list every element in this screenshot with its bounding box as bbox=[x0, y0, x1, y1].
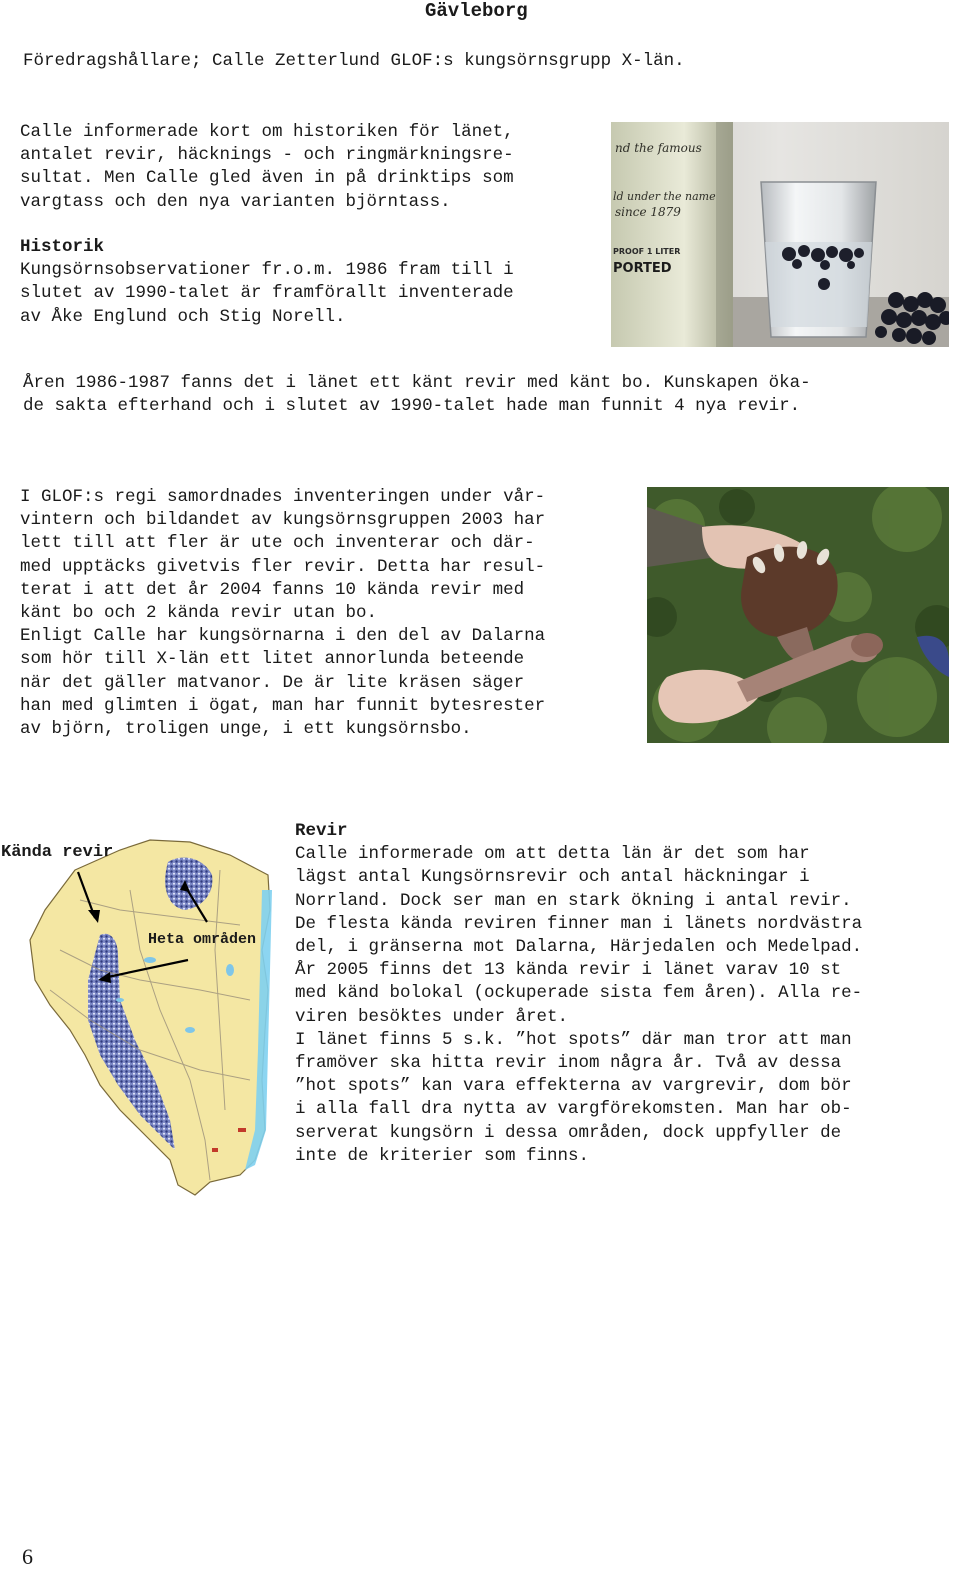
revir-line: ”hot spots” kan vara effekterna av vargrevir, dom bör bbox=[295, 1076, 852, 1097]
revir-line: viren besöktes under året. bbox=[295, 1006, 569, 1027]
intro-line: sultat. Men Calle gled även in på drinktips som bbox=[20, 168, 514, 189]
intro-line: vargtass och den nya varianten björntass. bbox=[20, 191, 451, 212]
intro-paragraph bbox=[20, 121, 514, 214]
revir-line: i alla fall dra nytta av vargförekomsten. Man har ob- bbox=[295, 1099, 852, 1120]
revir-line: År 2005 finns det 13 kända revir i länet varav 10 st bbox=[295, 960, 842, 981]
years-line: Åren 1986-1987 fanns det i länet ett känt revir med känt bo. Kunskapen öka- bbox=[23, 373, 811, 393]
revir-line: serverat kungsörn i dessa områden, dock uppfyller de bbox=[295, 1122, 842, 1143]
glof-line: med upptäcks givetvis fler revir. Detta har resul- bbox=[20, 556, 546, 577]
page-number: 6 bbox=[22, 1544, 33, 1569]
historik-line: av Åke Englund och Stig Norell. bbox=[20, 306, 346, 327]
intro-line: antalet revir, häcknings - och ringmärkningsre- bbox=[20, 145, 514, 166]
bottle-text: PROOF 1 LITER bbox=[613, 247, 681, 256]
historik-heading: Historik bbox=[20, 237, 105, 257]
bear-paw-photo bbox=[647, 487, 949, 743]
glof-line: terat i att det år 2004 fanns 10 kända revir med bbox=[20, 579, 525, 600]
bottle-text: since 1879 bbox=[615, 205, 681, 219]
glof-line: vintern och bildandet av kungsörnsgruppen 2003 har bbox=[20, 510, 546, 531]
glof-line: han med glimten i ögat, man har funnit bytesrester bbox=[20, 695, 546, 716]
glof-line: känt bo och 2 kända revir utan bo. bbox=[20, 603, 378, 624]
historik-line: slutet av 1990-talet är framförallt inventerade bbox=[20, 283, 514, 304]
map-label-hot: Heta områden bbox=[148, 931, 257, 948]
revir-line: del, i gränserna mot Dalarna, Härjedalen och Medelpad. bbox=[295, 937, 863, 958]
historik-line: Kungsörnsobservationer fr.o.m. 1986 fram till i bbox=[20, 260, 514, 281]
glof-line: av björn, troligen unge, i ett kungsörnsbo. bbox=[20, 719, 472, 740]
bottle-text: nd the famous bbox=[615, 141, 702, 155]
revir-line: Norrland. Dock ser man en stark ökning i antal revir. bbox=[295, 890, 852, 911]
revir-line: inte de kriterier som finns. bbox=[295, 1145, 590, 1166]
bottle-text: PORTED bbox=[613, 261, 672, 276]
drink-photo-illustration bbox=[611, 122, 949, 347]
glof-line: I GLOF:s regi samordnades inventeringen under vår- bbox=[20, 487, 546, 507]
speaker-line: Föredragshållare; Calle Zetterlund GLOF:s kungsörnsgrupp X-län. bbox=[23, 51, 685, 71]
years-paragraph bbox=[23, 372, 811, 418]
revir-line: framöver ska hitta revir inom några år. Två av dessa bbox=[295, 1053, 842, 1074]
revir-line: Calle informerade om att detta län är det som har bbox=[295, 844, 810, 865]
glof-line: när det gäller matvanor. De är lite kräsen säger bbox=[20, 672, 525, 693]
glof-line: som hör till X-län ett litet annorlunda beteende bbox=[20, 649, 525, 670]
glof-paragraph bbox=[20, 486, 545, 741]
map-land bbox=[30, 840, 270, 1195]
revir-line: med känd bolokal (ockuperade sista fem åren). Alla re- bbox=[295, 983, 863, 1004]
glof-line: lett till att fler är ute och inventerar och där- bbox=[20, 533, 535, 554]
revir-line: lägst antal Kungsörnsrevir och antal häckningar i bbox=[295, 867, 810, 888]
county-map bbox=[0, 830, 290, 1200]
county-map-illustration bbox=[0, 830, 290, 1200]
revir-line: I länet finns 5 s.k. ”hot spots” där man tror att man bbox=[295, 1029, 852, 1050]
revir-section bbox=[295, 820, 862, 1168]
revir-line: De flesta kända reviren finner man i länets nordvästra bbox=[295, 913, 863, 934]
page-title: Gävleborg bbox=[425, 0, 528, 22]
years-line: de sakta efterhand och i slutet av 1990-talet hade man funnit 4 nya revir. bbox=[23, 396, 801, 417]
map-label-known: Kända revir bbox=[1, 843, 114, 862]
historik-section bbox=[20, 236, 514, 329]
intro-line: Calle informerade kort om historiken för länet, bbox=[20, 122, 514, 142]
drink-photo bbox=[611, 122, 949, 347]
revir-heading: Revir bbox=[295, 821, 348, 841]
glof-line: Enligt Calle har kungsörnarna i den del av Dalarna bbox=[20, 626, 546, 647]
bear-paw-illustration bbox=[647, 487, 949, 743]
bottle-text: ld under the name bbox=[613, 190, 716, 203]
